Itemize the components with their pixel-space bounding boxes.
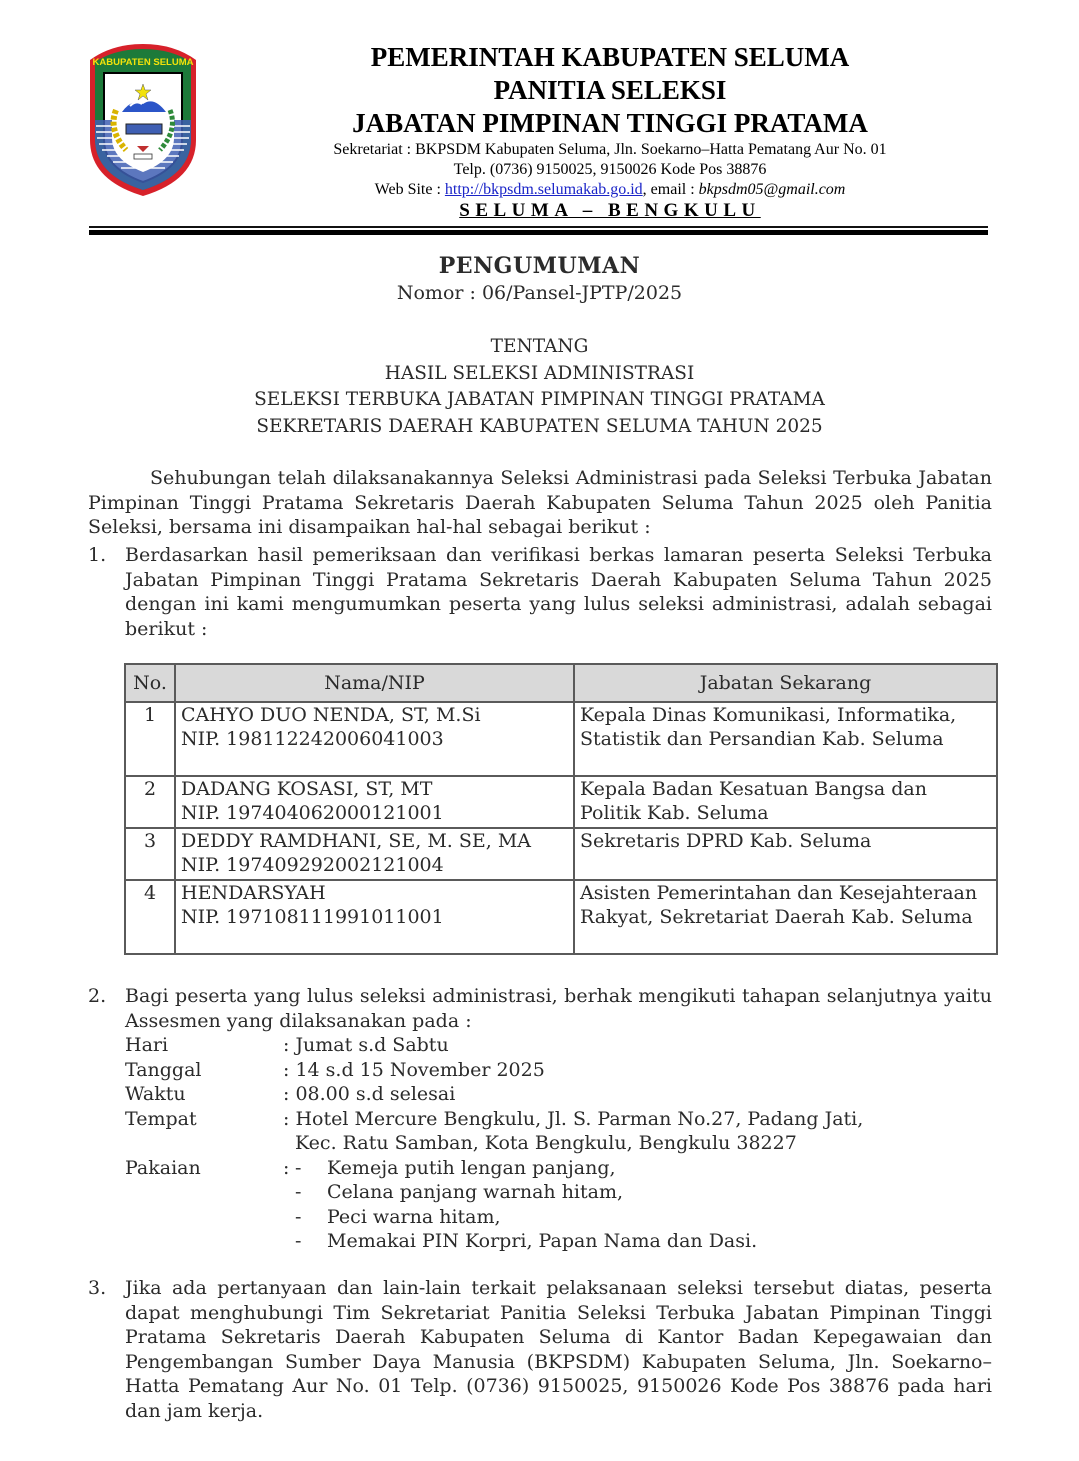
- letterhead-address: Sekretariat : BKPSDM Kabupaten Seluma, Jln. Soekarno–Hatta Pematang Aur No. 01: [333, 141, 887, 158]
- row-number: 3: [125, 828, 175, 880]
- announcement-number: Nomor : 06/Pansel-JPTP/2025: [396, 282, 683, 304]
- dash-bullet: -: [295, 1181, 302, 1203]
- attire-item: [283, 1180, 992, 1205]
- schedule-attire: [125, 1156, 992, 1254]
- website-label: Web Site :: [374, 181, 445, 198]
- email-label: , email :: [642, 181, 699, 198]
- list-item-number: 1.: [88, 544, 107, 566]
- schedule-label: Pakaian: [125, 1156, 201, 1179]
- candidate-name: DADANG KOSASI, ST, MT: [181, 778, 433, 800]
- letterhead-phone: Telp. (0736) 9150025, 9150026 Kode Pos 38876: [453, 161, 767, 178]
- current-position: Asisten Pemerintahan dan Kesejahteraan Rakyat, Sekretariat Daerah Kab. Seluma: [574, 880, 997, 954]
- list-item-3: [88, 1276, 992, 1423]
- letterhead-divider-thick: [89, 230, 988, 235]
- candidate-cell: [175, 880, 574, 954]
- schedule-label: Tempat: [125, 1107, 197, 1130]
- subject-line-1: HASIL SELEKSI ADMINISTRASI: [384, 362, 695, 384]
- current-position: Kepala Badan Kesatuan Bangsa dan Politik Kab. Seluma: [574, 776, 997, 828]
- schedule-venue: [125, 1107, 992, 1156]
- dash-bullet: -: [295, 1230, 302, 1252]
- logo-text: KABUPATEN SELUMA: [92, 57, 194, 68]
- schedule-date: [125, 1058, 992, 1083]
- row-number: 2: [125, 776, 175, 828]
- schedule-label: Tanggal: [125, 1058, 202, 1081]
- attire-text: Memakai PIN Korpri, Papan Nama dan Dasi.: [327, 1230, 758, 1252]
- candidate-nip: NIP. 197409292002121004: [181, 854, 444, 876]
- candidate-nip: NIP. 197404062000121001: [181, 802, 444, 824]
- candidate-cell: [175, 702, 574, 776]
- announcement-title-block: [0, 252, 1079, 306]
- table-row: [125, 880, 997, 954]
- attire-item: [283, 1205, 992, 1230]
- schedule-label: Waktu: [125, 1083, 186, 1105]
- kabupaten-seluma-logo: [82, 40, 204, 198]
- table-row: [125, 702, 997, 776]
- table-row: [125, 828, 997, 880]
- schedule-label: Hari: [125, 1034, 169, 1056]
- subject-line-2: SELEKSI TERBUKA JABATAN PIMPINAN TINGGI PRATAMA: [254, 389, 825, 410]
- subject-label: TENTANG: [490, 336, 589, 357]
- list-item-text: Berdasarkan hasil pemeriksaan dan verifikasi berkas lamaran peserta Seleksi Terbuka Jabatan Pimpinan Tinggi Pratama Sekretaris Daerah Kabupaten Seluma Tahun 2025 dengan ini kami mengumumkan peserta yang lulus seleksi administrasi, adalah sebagai berikut :: [125, 544, 992, 640]
- candidate-nip: NIP. 198112242006041003: [181, 728, 444, 750]
- letterhead-committee: PANITIA SELEKSI: [493, 75, 727, 105]
- candidate-cell: [175, 828, 574, 880]
- letterhead-web: [230, 180, 990, 200]
- list-item-1: [88, 543, 992, 641]
- header-no: No.: [125, 664, 175, 702]
- table-row: [125, 776, 997, 828]
- schedule-value: : 14 s.d 15 November 2025: [283, 1058, 545, 1081]
- row-number: 4: [125, 880, 175, 954]
- letterhead: [230, 40, 990, 222]
- attire-text: Kemeja putih lengan panjang,: [327, 1156, 616, 1179]
- letterhead-position: JABATAN PIMPINAN TINGGI PRATAMA: [352, 108, 868, 138]
- schedule-day: [125, 1033, 992, 1058]
- intro-paragraph: Sehubungan telah dilaksanakannya Seleksi Administrasi pada Seleksi Terbuka Jabatan Pimpinan Tinggi Pratama Sekretaris Daerah Kabupaten Seluma Tahun 2025 oleh Panitia Seleksi, bersama ini disampaikan hal-hal sebagai berikut :: [88, 467, 992, 538]
- header-current-position: Jabatan Sekarang: [574, 664, 997, 702]
- current-position: Sekretaris DPRD Kab. Seluma: [574, 828, 997, 880]
- dash-bullet: -: [295, 1156, 302, 1179]
- dash-bullet: -: [295, 1205, 302, 1228]
- attire-list-wrapper: [283, 1156, 992, 1254]
- current-position: Kepala Dinas Komunikasi, Informatika, Statistik dan Persandian Kab. Seluma: [574, 702, 997, 776]
- schedule-value: : 08.00 s.d selesai: [283, 1083, 456, 1105]
- letterhead-divider-thin: [89, 226, 988, 228]
- candidate-name: CAHYO DUO NENDA, ST, M.Si: [181, 704, 481, 726]
- schedule-venue-value: [283, 1107, 992, 1156]
- list-item-text: Bagi peserta yang lulus seleksi administrasi, berhak mengikuti tahapan selanjutnya yaitu Assesmen yang dilaksanakan pada :: [125, 985, 992, 1032]
- schedule-value: : Jumat s.d Sabtu: [283, 1034, 449, 1056]
- attire-item: [283, 1229, 992, 1254]
- attire-colon: :: [283, 1156, 290, 1179]
- list-item-number: 3.: [88, 1277, 107, 1299]
- attire-list: [283, 1156, 992, 1254]
- row-number: 1: [125, 702, 175, 776]
- announcement-subject: [0, 334, 1079, 440]
- letterhead-city: SELUMA – BENGKULU: [459, 200, 761, 221]
- email-address: bkpsdm05@gmail.com: [698, 181, 846, 198]
- announcement-heading: PENGUMUMAN: [438, 253, 641, 279]
- candidate-name: DEDDY RAMDHANI, SE, M. SE, MA: [181, 830, 532, 852]
- candidate-nip: NIP. 197108111991011001: [181, 906, 444, 928]
- letterhead-government: PEMERINTAH KABUPATEN SELUMA: [370, 42, 850, 72]
- candidate-cell: [175, 776, 574, 828]
- website-link[interactable]: http://bkpsdm.selumakab.go.id: [444, 181, 643, 198]
- assessment-schedule: [125, 1033, 992, 1254]
- list-item-2: [88, 984, 992, 1254]
- schedule-time: [125, 1082, 992, 1107]
- header-name-nip: Nama/NIP: [175, 664, 574, 702]
- attire-text: Celana panjang warnah hitam,: [327, 1181, 624, 1203]
- attire-text: Peci warna hitam,: [327, 1205, 501, 1228]
- table-header-row: [125, 664, 997, 702]
- attire-item: [283, 1156, 992, 1181]
- subject-line-3: SEKRETARIS DAERAH KABUPATEN SELUMA TAHUN 2025: [256, 415, 823, 437]
- list-item-text: Jika ada pertanyaan dan lain-lain terkait pelaksanaan seleksi tersebut diatas, peserta dapat menghubungi Tim Sekretariat Panitia Seleksi Terbuka Jabatan Pimpinan Tinggi Pratama Sekretaris Daerah Kabupaten Seluma di Kantor Badan Kepegawaian dan Pengembangan Sumber Daya Manusia (BKPSDM) Kabupaten Seluma, Jln. Soekarno–Hatta Pematang Aur No. 01 Telp. (0736) 9150025, 9150026 Kode Pos 38876 pada hari dan jam kerja.: [125, 1277, 992, 1422]
- venue-line-1: : Hotel Mercure Bengkulu, Jl. S. Parman No.27, Padang Jati,: [283, 1107, 864, 1130]
- results-table: [124, 663, 998, 955]
- list-item-number: 2.: [88, 985, 107, 1007]
- candidate-name: HENDARSYAH: [181, 882, 326, 904]
- venue-line-2: Kec. Ratu Samban, Kota Bengkulu, Bengkulu 38227: [295, 1132, 797, 1154]
